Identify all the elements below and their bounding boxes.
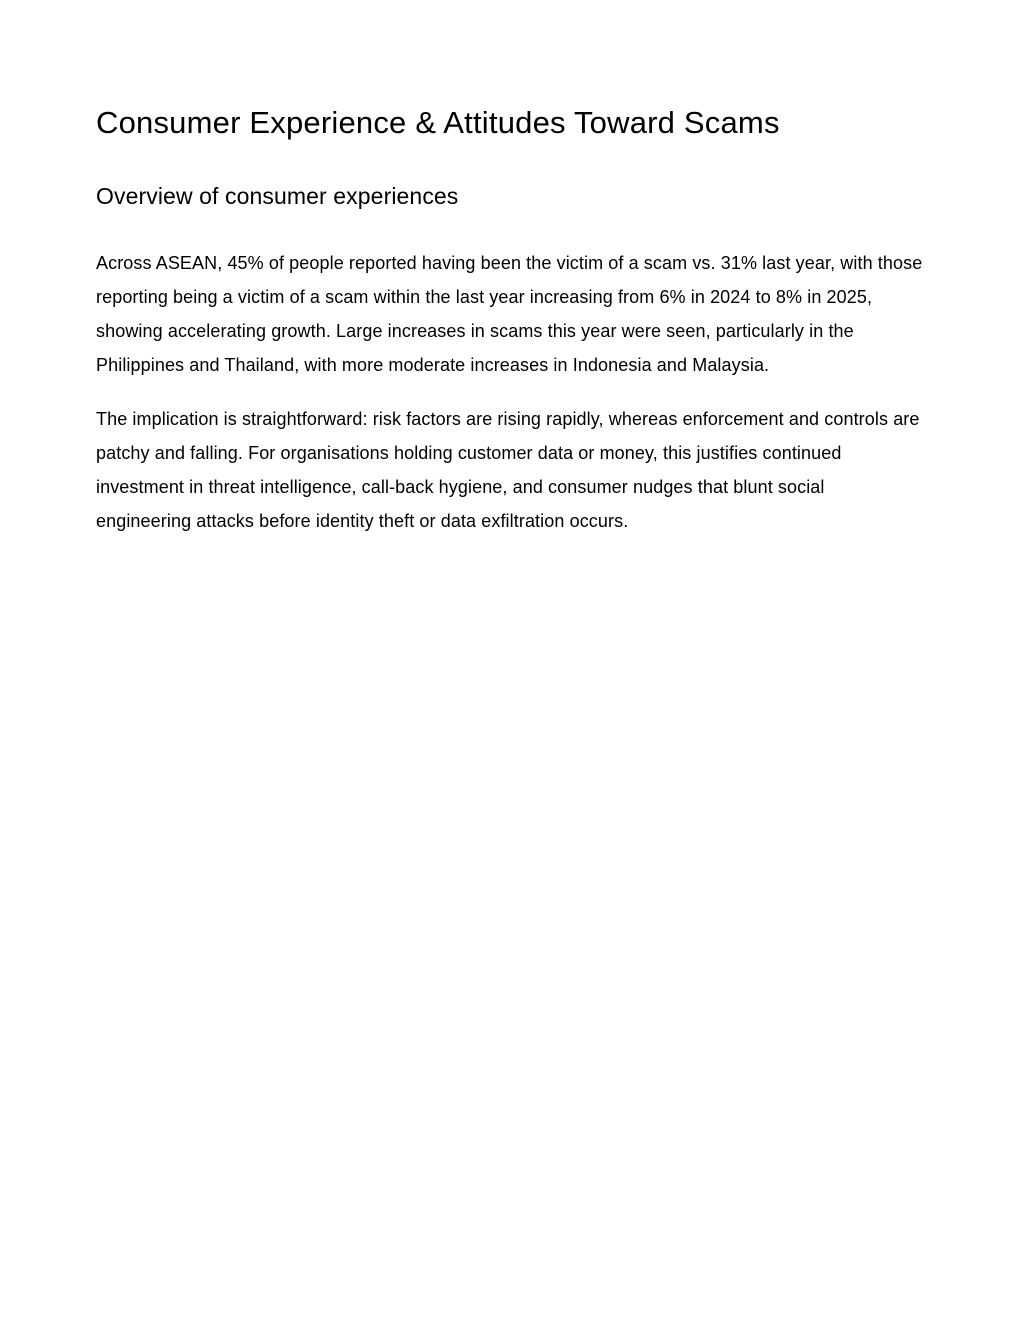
document-body [96,246,924,538]
section-heading: Overview of consumer experiences [96,183,459,210]
paragraph-implication: The implication is straightforward: risk factors are rising rapidly, whereas enforcement and controls are patchy and falling. For organisations holding customer data or money, this justifies continued investment in threat intelligence, call-back hygiene, and consumer nudges that blunt social engineering attacks before identity theft or data exfiltration occurs. [96,409,920,532]
paragraph-overview: Across ASEAN, 45% of people reported having been the victim of a scam vs. 31% last year, with those reporting being a victim of a scam within the last year increasing from 6% in 2024 to 8% in 2025, showing accelerating growth. Large increases in scams this year were seen, particularly in the Philippines and Thailand, with more moderate increases in Indonesia and Malaysia. [96,253,923,376]
page-title: Consumer Experience & Attitudes Toward Scams [96,105,780,140]
